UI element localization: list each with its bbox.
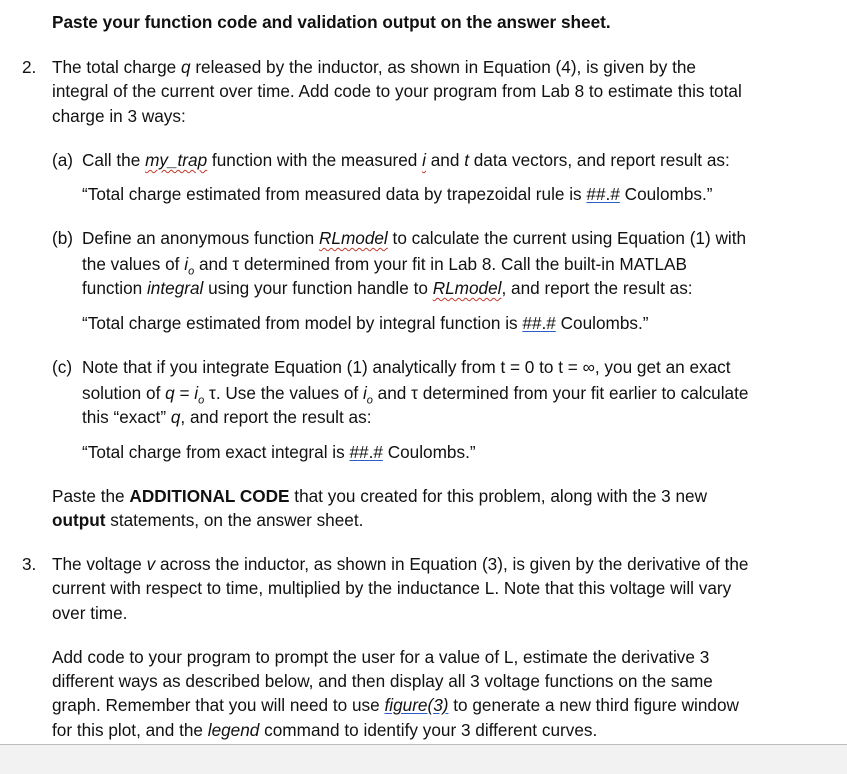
q2b-quote-text: “Total charge estimated from model by integral function is (82, 313, 523, 333)
bottom-border-strip (0, 744, 847, 774)
q3-voltage-symbol: v (146, 554, 156, 574)
q2a-time-symbol: t (464, 150, 469, 170)
q2-intro-line-1 (52, 57, 696, 77)
q2c-text: , and report the result as: (180, 407, 372, 427)
q2b-text: , and report the result as: (501, 278, 693, 298)
q2-paste-emphasis: output (52, 510, 106, 530)
q2b-function-handle: RLmodel (432, 278, 502, 298)
question-3-number: 3. (22, 554, 37, 574)
q2b-output-quote (82, 313, 649, 333)
q2-paste-text: that you created for this problem, along with the 3 new (289, 486, 708, 506)
q2b-text: the values of (82, 254, 185, 274)
q2b-text: function (82, 278, 147, 298)
q2a-label: (a) (52, 150, 74, 170)
q3-line-2: current with respect to time, multiplied by the inductance L. Note that this voltage will vary (52, 578, 732, 598)
q2c-text: solution of (82, 383, 166, 403)
q3-line-1 (52, 554, 748, 574)
q2b-function-name: RLmodel (318, 228, 388, 248)
q2c-text: τ. Use the values of (204, 383, 363, 403)
q2b-text: Define an anonymous function (82, 228, 319, 248)
q2b-text: using your function handle to (203, 278, 433, 298)
q3-para2-line-2: different ways as described below, and then display all 3 voltage functions on the same (52, 671, 713, 691)
q2c-subscript: o (198, 394, 205, 407)
q2a-value-placeholder: ##.# (586, 184, 620, 204)
q2b-text: to calculate the current using Equation (1) with (387, 228, 747, 248)
q3-legend-command: legend (207, 720, 260, 740)
heading-instruction: Paste your function code and validation output on the answer sheet. (52, 12, 611, 32)
question-2-number: 2. (22, 57, 37, 77)
q2-paste-text: statements, on the answer sheet. (105, 510, 364, 530)
q2-intro-line-3: charge in 3 ways: (52, 106, 186, 126)
q2-paste-line-1 (52, 486, 707, 506)
q3-para2-line-3 (52, 695, 739, 715)
q2b-label: (b) (52, 228, 74, 248)
q2-intro-text: The total charge (52, 57, 181, 77)
q3-text: across the inductor, as shown in Equation (3), is given by the derivative of the (155, 554, 749, 574)
q3-text: for this plot, and the (52, 720, 208, 740)
q2c-text: this “exact” (82, 407, 171, 427)
q2-paste-emphasis: ADDITIONAL CODE (129, 486, 290, 506)
q2-charge-symbol: q (180, 57, 191, 77)
q3-para2-line-4 (52, 720, 597, 740)
q2b-value-placeholder: ##.# (522, 313, 556, 333)
q2b-line-1 (82, 228, 746, 248)
q3-text: The voltage (52, 554, 147, 574)
q2b-subscript: o (188, 265, 195, 278)
q3-line-3: over time. (52, 603, 128, 623)
q2a-function-name: my_trap (145, 150, 208, 170)
q2c-current-symbol: i (194, 383, 199, 403)
q2a-text: data vectors, and report result as: (468, 150, 730, 170)
q2a-output-quote (82, 184, 713, 204)
q3-figure-command: figure(3) (384, 695, 449, 715)
q2c-charge-symbol: q (165, 383, 175, 403)
q2c-line-3 (82, 407, 371, 427)
q3-text: command to identify your 3 different curves. (259, 720, 598, 740)
q2b-line-3 (82, 278, 693, 298)
q2c-text: and τ determined from your fit earlier to calculate (372, 383, 749, 403)
q3-text: to generate a new third figure window (448, 695, 739, 715)
q2a-quote-text: “Total charge estimated from measured data by trapezoidal rule is (82, 184, 587, 204)
q2c-text: = (174, 383, 195, 403)
q2-paste-text: Paste the (52, 486, 130, 506)
q2b-text: and τ determined from your fit in Lab 8. Call the built-in MATLAB (194, 254, 687, 274)
q2c-label: (c) (52, 357, 73, 377)
q2a-text: and (425, 150, 465, 170)
q2b-integral-function: integral (146, 278, 204, 298)
q2-intro-text: released by the inductor, as shown in Equation (4), is given by the (190, 57, 696, 77)
q3-text: graph. Remember that you will need to use (52, 695, 385, 715)
q2c-current-symbol: i (362, 383, 367, 403)
q2c-line-1: Note that if you integrate Equation (1) analytically from t = 0 to t = ∞, you get an exact (82, 357, 731, 377)
q2a-line-1 (82, 150, 730, 170)
q2b-quote-text: Coulombs.” (555, 313, 649, 333)
q2a-text: function with the measured (207, 150, 423, 170)
q2a-text: Call the (82, 150, 146, 170)
q2-intro-line-2: integral of the current over time. Add code to your program from Lab 8 to estimate this total (52, 81, 742, 101)
q2c-quote-text: Coulombs.” (382, 442, 476, 462)
q2a-quote-text: Coulombs.” (619, 184, 713, 204)
q2-paste-line-2 (52, 510, 363, 530)
q2b-current-symbol: i (184, 254, 189, 274)
q2c-output-quote (82, 442, 476, 462)
q2c-value-placeholder: ##.# (349, 442, 383, 462)
q2c-quote-text: “Total charge from exact integral is (82, 442, 350, 462)
q2a-current-symbol: i (422, 150, 426, 170)
q2c-subscript: o (366, 394, 373, 407)
q2c-charge-symbol: q (170, 407, 181, 427)
q3-para2-line-1: Add code to your program to prompt the user for a value of L, estimate the derivative 3 (52, 647, 710, 667)
